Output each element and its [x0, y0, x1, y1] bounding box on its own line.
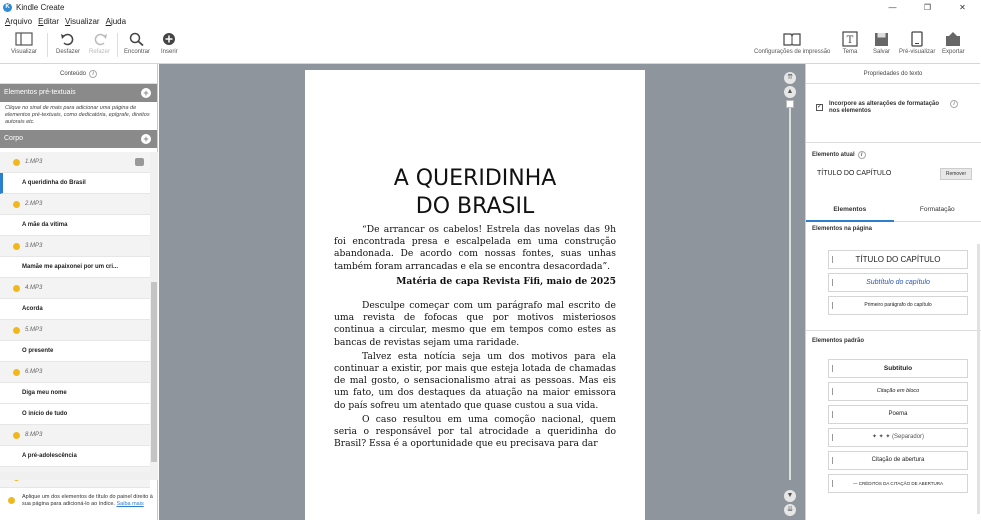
tablet-icon: [911, 31, 923, 47]
paragraph[interactable]: O caso resultou em uma comoção nacional, quem seria o responsável por tal atrocidade a queridinha do Brasil? Essa é a oportunidade que eu precisava para dar: [334, 413, 616, 450]
contents-panel: [0, 64, 158, 520]
toc-item-mp3[interactable]: 4.MP3: [0, 278, 150, 299]
paragraph[interactable]: Talvez esta notícia seja um dos motivos para ela continuar a existir, por mais que esteja lotada de chamadas de mal gosto, o sensacionalismo atrai as pessoas. Mas eis um fato, um dos destaques da atuação na maior emissora do país sofreu um atentado que quase custou a sua vida.: [334, 350, 616, 411]
current-element-value: TÍTULO DO CAPÍTULO: [817, 170, 892, 177]
tema-button[interactable]: T Tema: [842, 31, 858, 55]
title-bar: [0, 0, 980, 15]
remove-button[interactable]: Remover: [940, 168, 972, 180]
scroll-down-icon[interactable]: ▼: [784, 490, 796, 502]
toc-scrollbar-thumb[interactable]: [151, 282, 157, 462]
menu-ajuda[interactable]: Ajuda: [105, 16, 127, 26]
chapter-title[interactable]: A QUERIDINHA DO BRASIL: [393, 166, 557, 219]
tip-dot-icon: [8, 497, 15, 504]
paragraph[interactable]: Desculpe começar com um parágrafo mal escrito de uma revista de fofocas que por motivos misteriosos continua a circular, mesmo que em tempos como estes as bancas de revistas sejam uma raridade.: [334, 300, 616, 348]
incorporate-checkbox-label: Incorpore as alterações de formatação nos elementos: [829, 101, 940, 114]
contents-panel-header: Conteúdo i: [0, 64, 157, 84]
toc-item-mp3[interactable]: 3.MP3: [0, 236, 150, 257]
toc-item-chapter[interactable]: Acorda: [0, 299, 150, 320]
save-icon: [874, 31, 889, 47]
toc-horizontal-scrollbar[interactable]: [0, 472, 158, 480]
toolbar-divider: [47, 33, 48, 57]
pre-visualizar-button[interactable]: Pré-visualizar: [899, 31, 935, 55]
close-icon[interactable]: ✕: [959, 3, 966, 12]
info-icon[interactable]: i: [858, 151, 866, 159]
svg-text:T: T: [846, 35, 854, 46]
desfazer-button[interactable]: Desfazer: [56, 31, 80, 55]
tab-formatacao[interactable]: Formatação: [894, 200, 981, 222]
info-icon[interactable]: i: [89, 70, 97, 78]
incorporate-checkbox[interactable]: ✓: [817, 104, 823, 110]
maximize-icon[interactable]: ❐: [923, 3, 932, 12]
encontrar-button[interactable]: Encontrar: [124, 31, 150, 55]
toolbar: [0, 27, 980, 64]
toc-item-chapter[interactable]: O início de tudo: [0, 404, 150, 425]
element-separator[interactable]: ✦ ✦ ✦ (Separador): [828, 428, 968, 447]
export-icon: [945, 31, 961, 47]
text-properties-header: Propriedades do texto: [806, 64, 980, 84]
element-first-paragraph[interactable]: Primeiro parágrafo do capítulo: [828, 296, 968, 315]
pretext-note: Clique no sinal de mais para adicionar uma página de elementos pré-textuais, como dedicatória, epígrafe, direitos autorais etc.: [5, 105, 150, 125]
divider: [806, 142, 981, 143]
menu-visualizar[interactable]: Visualizar: [65, 16, 100, 26]
panel-view-icon: [15, 31, 33, 47]
tab-elementos[interactable]: Elementos: [806, 200, 894, 222]
element-chapter-subtitle[interactable]: Subtítulo do capítulo: [828, 273, 968, 292]
exportar-button[interactable]: Exportar: [942, 31, 965, 55]
contents-footer-tip: Aplique um dos elementos de título do painel direito à sua página para adicioná-lo ao índice. Saiba mais: [0, 489, 158, 520]
redo-icon: [92, 31, 108, 47]
window-controls: [875, 0, 980, 15]
element-subtitle[interactable]: Subtítulo: [828, 359, 968, 378]
media-badge-icon: [135, 158, 144, 166]
toc-item-chapter[interactable]: A pré-adolescência: [0, 446, 150, 467]
text-theme-icon: [842, 31, 858, 47]
toc-list: [0, 152, 150, 472]
toc-item-mp3[interactable]: 2.MP3: [0, 194, 150, 215]
status-dot-icon: [13, 327, 20, 334]
undo-icon: [60, 31, 76, 47]
current-element-label: Elemento atual i: [812, 151, 866, 159]
element-poem[interactable]: Poema: [828, 405, 968, 424]
page-scroller: [784, 70, 798, 516]
toc-item-chapter[interactable]: A mãe da vítima: [0, 215, 150, 236]
page-scroll-thumb[interactable]: [786, 100, 794, 108]
element-block-quote[interactable]: Citação em bloco: [828, 382, 968, 401]
menu-bar: [0, 15, 127, 27]
quote-attribution[interactable]: Matéria de capa Revista Fifi, maio de 2025: [396, 275, 616, 287]
status-dot-icon: [13, 159, 20, 166]
visualizar-button[interactable]: Visualizar: [11, 31, 37, 55]
refazer-button[interactable]: Refazer: [89, 31, 110, 55]
properties-scrollbar[interactable]: [977, 244, 980, 514]
menu-editar[interactable]: Editar: [38, 16, 60, 26]
status-dot-icon: [13, 432, 20, 439]
chapter-body[interactable]: [334, 224, 616, 450]
status-dot-icon: [13, 201, 20, 208]
plus-circle-icon: [162, 31, 176, 47]
inserir-button[interactable]: Inserir: [161, 31, 178, 55]
toc-item-chapter[interactable]: A queridinha do Brasil: [0, 173, 150, 194]
body-section-header: Corpo +: [0, 130, 157, 148]
search-icon: [129, 31, 145, 47]
minimize-icon[interactable]: —: [888, 3, 897, 12]
toc-item-mp3[interactable]: 5.MP3: [0, 320, 150, 341]
scroll-up-icon[interactable]: ▲: [784, 86, 796, 98]
toc-item-chapter[interactable]: O presente: [0, 341, 150, 362]
menu-arquivo[interactable]: Arquivo: [5, 16, 33, 26]
toc-scrollbar[interactable]: [150, 152, 158, 472]
kindle-create-icon: K: [3, 3, 12, 12]
opening-quote[interactable]: “De arrancar os cabelos! Estrela das novelas das 9h foi encontrada presa e escalpelada em uma construção abandonada. De acordo com nossas fontes, suas unhas também foram arrancadas e ela se encontra desacordada”.: [334, 224, 616, 272]
element-chapter-title[interactable]: TÍTULO DO CAPÍTULO: [828, 250, 968, 269]
page-scroll-track[interactable]: [789, 100, 791, 480]
scroll-top-icon[interactable]: ⇈: [784, 72, 796, 84]
editor-canvas: [159, 64, 805, 520]
toolbar-divider: [117, 33, 118, 57]
status-dot-icon: [13, 243, 20, 250]
info-icon[interactable]: i: [950, 100, 958, 108]
scroll-bottom-icon[interactable]: ⇊: [784, 504, 796, 516]
add-pretext-plus-icon[interactable]: +: [141, 88, 151, 98]
book-icon: [783, 31, 801, 47]
toc-item-mp3[interactable]: 8.MP3: [0, 425, 150, 446]
learn-more-link[interactable]: Saiba mais: [116, 501, 144, 507]
toc-item-chapter[interactable]: Mamãe me apaixonei por um cri...: [0, 257, 150, 278]
status-dot-icon: [13, 369, 20, 376]
window-title: Kindle Create: [16, 3, 65, 12]
toc-item-mp3[interactable]: 1.MP3: [0, 152, 150, 173]
book-page[interactable]: [305, 70, 645, 520]
on-page-elements-label: Elementos na página: [812, 226, 873, 232]
element-opening-quote-credits[interactable]: — CRÉDITOS DA CITAÇÃO DE ABERTURA: [828, 474, 968, 493]
salvar-button[interactable]: Salvar: [873, 31, 890, 55]
text-properties-panel: [805, 64, 980, 520]
config-impressao-button[interactable]: Configurações de impressão: [754, 31, 830, 55]
add-body-plus-icon[interactable]: +: [141, 134, 151, 144]
element-opening-quote[interactable]: Citação de abertura: [828, 451, 968, 470]
standard-elements-label: Elementos padrão: [812, 338, 865, 344]
pretext-section-header: Elementos pré-textuais +: [0, 84, 157, 102]
divider: [806, 330, 981, 331]
toc-item-chapter[interactable]: Diga meu nome: [0, 383, 150, 404]
status-dot-icon: [13, 285, 20, 292]
properties-tabs: [806, 200, 981, 222]
toc-item-mp3[interactable]: 6.MP3: [0, 362, 150, 383]
